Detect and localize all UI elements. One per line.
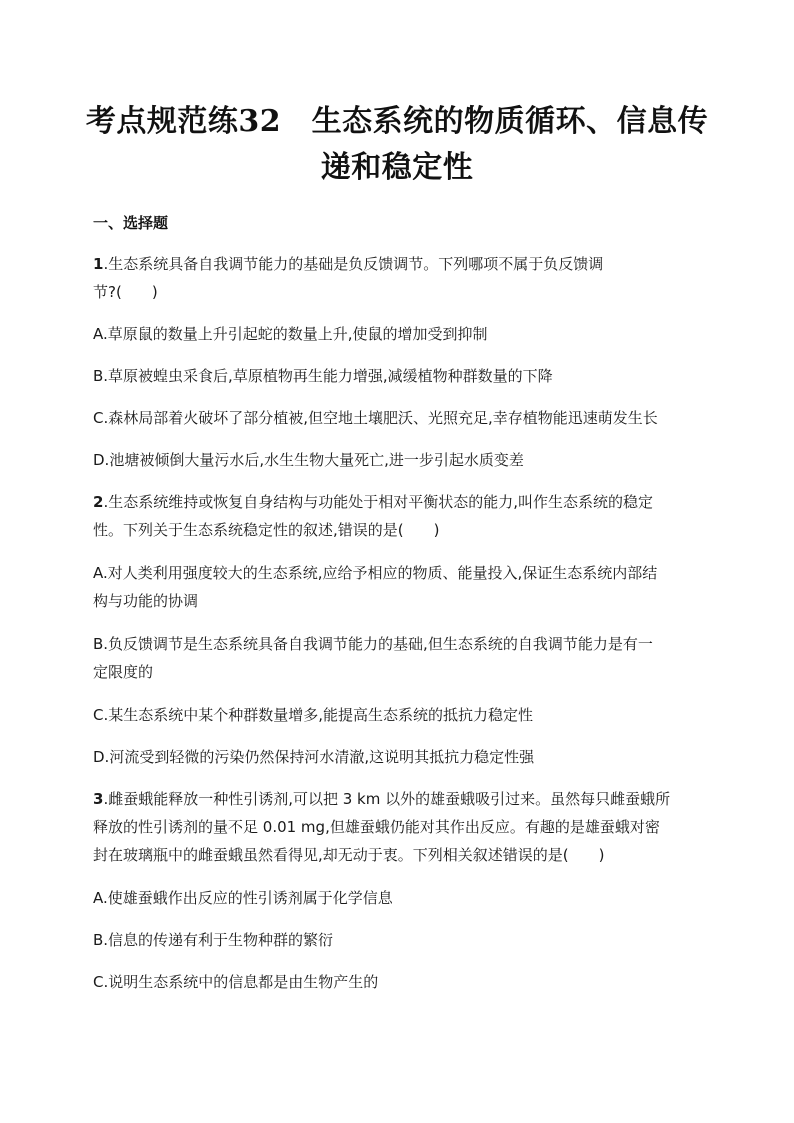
question-2-option-a-line-1: A.对人类利用强度较大的生态系统,应给予相应的物质、能量投入,保证生态系统内部结 bbox=[93, 564, 658, 582]
question-1-number: 1 bbox=[93, 255, 104, 273]
question-2-option-a-line-2: 构与功能的协调 bbox=[93, 592, 199, 610]
question-3-stem-line-3: 封在玻璃瓶中的雌蚕蛾虽然看得见,却无动于衷。下列相关叙述错误的是( ) bbox=[93, 846, 605, 864]
question-1-option-b: B.草原被蝗虫采食后,草原植物再生能力增强,减缓植物种群数量的下降 bbox=[93, 367, 553, 385]
question-1-option-c: C.森林局部着火破坏了部分植被,但空地土壤肥沃、光照充足,幸存植物能迅速萌发生长 bbox=[93, 409, 658, 427]
question-2-option-b-line-1: B.负反馈调节是生态系统具备自我调节能力的基础,但生态系统的自我调节能力是有一 bbox=[93, 635, 653, 653]
question-2-option-c: C.某生态系统中某个种群数量增多,能提高生态系统的抵抗力稳定性 bbox=[93, 706, 534, 724]
question-2-stem-line-1: 2.生态系统维持或恢复自身结构与功能处于相对平衡状态的能力,叫作生态系统的稳定 bbox=[93, 493, 653, 511]
question-2-option-b-line-2: 定限度的 bbox=[93, 663, 154, 681]
question-3-stem-line-1: 3.雌蚕蛾能释放一种性引诱剂,可以把 3 km 以外的雄蚕蛾吸引过来。虽然每只雌蚕蛾所 bbox=[93, 790, 671, 808]
question-3-option-c: C.说明生态系统中的信息都是由生物产生的 bbox=[93, 973, 379, 991]
question-2-stem-line-2: 性。下列关于生态系统稳定性的叙述,错误的是( ) bbox=[93, 521, 440, 539]
question-3-option-a: A.使雄蚕蛾作出反应的性引诱剂属于化学信息 bbox=[93, 889, 393, 907]
section-heading: 一、选择题 bbox=[93, 214, 169, 232]
question-1-stem-line-2: 节?( ) bbox=[93, 283, 158, 301]
question-3-number: 3 bbox=[93, 790, 104, 808]
page-title-line-1: 考点规范练32 生态系统的物质循环、信息传 bbox=[85, 104, 709, 139]
page-title-line-2: 递和稳定性 bbox=[320, 150, 474, 185]
question-1-option-d: D.池塘被倾倒大量污水后,水生生物大量死亡,进一步引起水质变差 bbox=[93, 451, 524, 469]
question-1-option-a: A.草原鼠的数量上升引起蛇的数量上升,使鼠的增加受到抑制 bbox=[93, 325, 488, 343]
question-2-option-d: D.河流受到轻微的污染仍然保持河水清澈,这说明其抵抗力稳定性强 bbox=[93, 748, 535, 766]
question-1-stem-line-1: 1.生态系统具备自我调节能力的基础是负反馈调节。下列哪项不属于负反馈调 bbox=[93, 255, 604, 273]
question-2-number: 2 bbox=[93, 493, 104, 511]
question-3-option-b: B.信息的传递有利于生物种群的繁衍 bbox=[93, 931, 334, 949]
question-3-stem-line-2: 释放的性引诱剂的量不足 0.01 mg,但雄蚕蛾仍能对其作出反应。有趣的是雄蚕蛾对密 bbox=[93, 818, 660, 836]
